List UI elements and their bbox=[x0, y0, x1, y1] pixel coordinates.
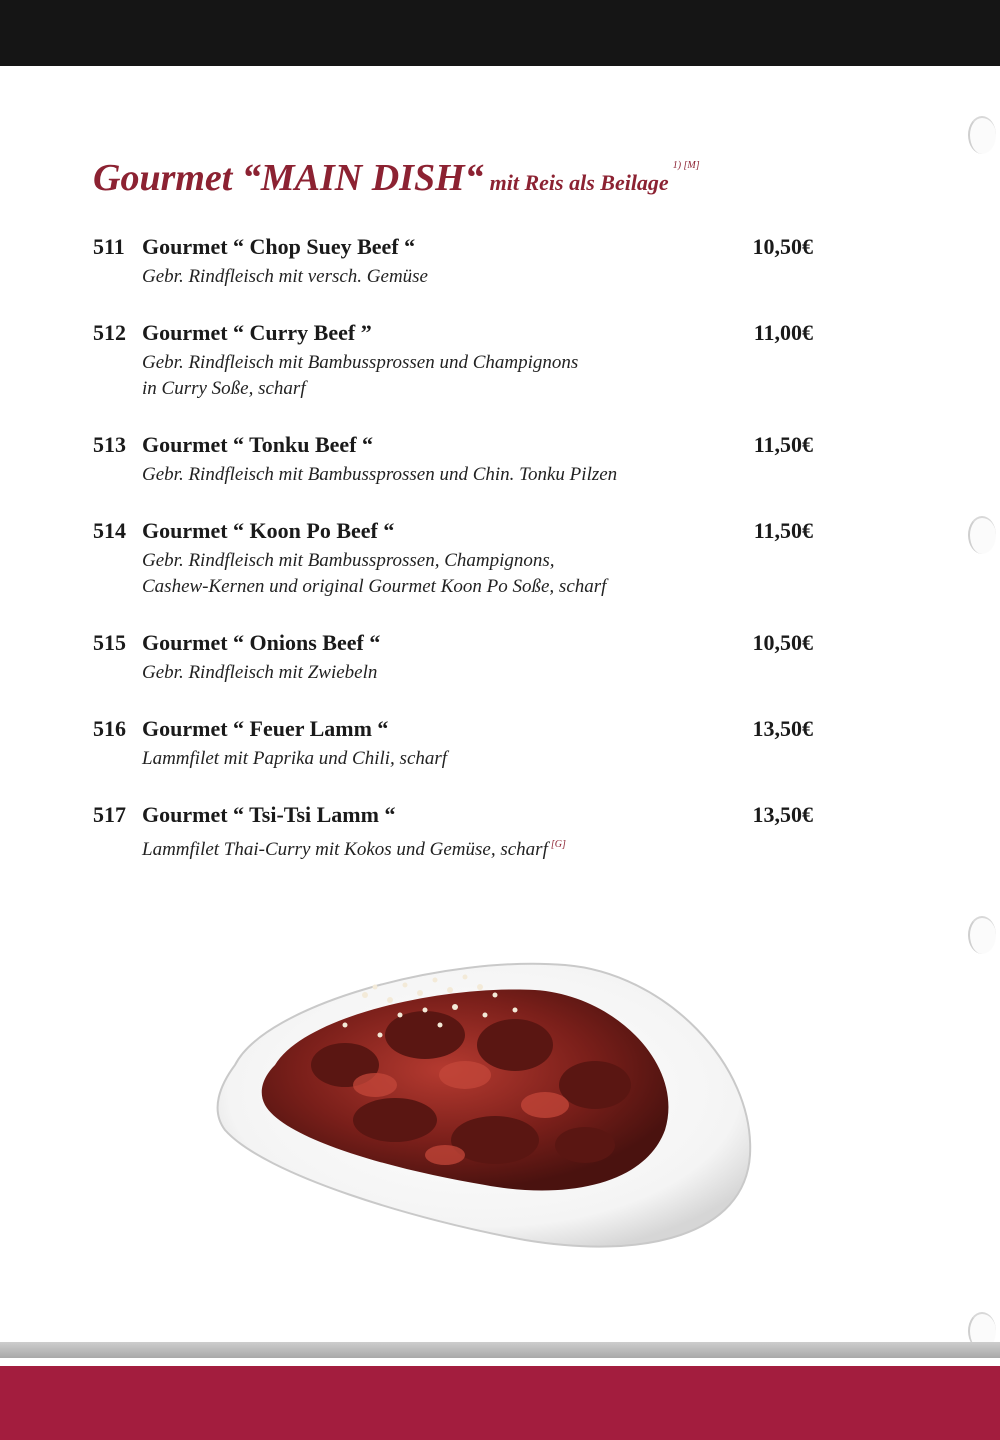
binder-hole bbox=[968, 916, 996, 954]
menu-item bbox=[93, 432, 813, 488]
allergen-note: [G] bbox=[550, 839, 566, 850]
menu-item-name: Gourmet “ Curry Beef ” bbox=[142, 320, 372, 345]
description-text: Gebr. Rindfleisch mit Bambussprossen und Champignons bbox=[142, 352, 579, 373]
menu-item-name: Gourmet “ Tonku Beef “ bbox=[142, 432, 374, 457]
menu-item-description bbox=[93, 832, 813, 863]
menu-item-description bbox=[93, 746, 813, 772]
menu-item-header bbox=[93, 320, 813, 350]
menu-item-price: 11,50€ bbox=[753, 432, 813, 457]
menu-item-description bbox=[93, 264, 813, 290]
menu-item-price: 11,50€ bbox=[753, 518, 813, 543]
description-text: Cashew-Kernen und original Gourmet Koon Po Soße, scharf bbox=[142, 576, 607, 597]
menu-item-description bbox=[93, 660, 813, 686]
menu-item-price: 13,50€ bbox=[752, 716, 813, 741]
menu-item-header bbox=[93, 716, 813, 746]
menu-item-number: 514 bbox=[93, 518, 126, 543]
menu-item-description bbox=[93, 462, 813, 488]
menu-item-number: 513 bbox=[93, 432, 126, 457]
menu-item-description bbox=[93, 548, 813, 600]
footer-bar bbox=[0, 1366, 1000, 1440]
footer-divider bbox=[0, 1358, 1000, 1366]
menu-item-header bbox=[93, 432, 813, 462]
title-main: Gourmet “MAIN DISH“ bbox=[93, 157, 484, 199]
description-text: Gebr. Rindfleisch mit Zwiebeln bbox=[142, 662, 378, 683]
menu-item-price: 10,50€ bbox=[752, 234, 813, 259]
description-text: Gebr. Rindfleisch mit Bambussprossen, Champignons, bbox=[142, 550, 555, 571]
footer-stripe bbox=[0, 1342, 1000, 1358]
menu-item bbox=[93, 320, 813, 402]
menu-item-name: Gourmet “ Koon Po Beef “ bbox=[142, 518, 395, 543]
description-line bbox=[142, 350, 813, 376]
description-line bbox=[142, 548, 813, 574]
description-line bbox=[142, 660, 813, 686]
menu-item-number: 512 bbox=[93, 320, 126, 345]
description-line bbox=[142, 832, 813, 863]
menu-item-description bbox=[93, 350, 813, 402]
menu-item-header bbox=[93, 802, 813, 832]
description-line bbox=[142, 574, 813, 600]
menu-item-price: 11,00€ bbox=[753, 320, 813, 345]
description-line bbox=[142, 746, 813, 772]
menu-item-number: 516 bbox=[93, 716, 126, 741]
menu-item-name: Gourmet “ Feuer Lamm “ bbox=[142, 716, 389, 741]
menu-item-number: 511 bbox=[93, 234, 125, 259]
top-bar bbox=[0, 0, 1000, 66]
menu-item bbox=[93, 716, 813, 772]
menu-item-header bbox=[93, 234, 813, 264]
menu-list bbox=[93, 234, 813, 893]
description-line bbox=[142, 264, 813, 290]
menu-item-number: 515 bbox=[93, 630, 126, 655]
menu-item-price: 10,50€ bbox=[752, 630, 813, 655]
description-text: Gebr. Rindfleisch mit versch. Gemüse bbox=[142, 266, 428, 287]
description-text: in Curry Soße, scharf bbox=[142, 378, 306, 399]
menu-item-name: Gourmet “ Onions Beef “ bbox=[142, 630, 381, 655]
menu-item bbox=[93, 518, 813, 600]
description-text: Lammfilet Thai-Curry mit Kokos und Gemüse, scharf bbox=[142, 839, 548, 860]
menu-item-price: 13,50€ bbox=[752, 802, 813, 827]
menu-item bbox=[93, 234, 813, 290]
beef-dish-on-plate-icon bbox=[195, 915, 775, 1275]
menu-item-name: Gourmet “ Tsi-Tsi Lamm “ bbox=[142, 802, 396, 827]
description-text: Gebr. Rindfleisch mit Bambussprossen und Chin. Tonku Pilzen bbox=[142, 464, 618, 485]
menu-item-number: 517 bbox=[93, 802, 126, 827]
description-line bbox=[142, 376, 813, 402]
menu-item bbox=[93, 630, 813, 686]
description-text: Lammfilet mit Paprika und Chili, scharf bbox=[142, 748, 448, 769]
description-line bbox=[142, 462, 813, 488]
menu-item-name: Gourmet “ Chop Suey Beef “ bbox=[142, 234, 416, 259]
menu-item bbox=[93, 802, 813, 863]
page-title bbox=[93, 156, 893, 200]
menu-item-header bbox=[93, 630, 813, 660]
binder-hole bbox=[968, 116, 996, 154]
title-subtitle: mit Reis als Beilage bbox=[489, 170, 669, 195]
title-allergen-note: 1) [M] bbox=[672, 160, 700, 171]
menu-item-header bbox=[93, 518, 813, 548]
binder-hole bbox=[968, 516, 996, 554]
